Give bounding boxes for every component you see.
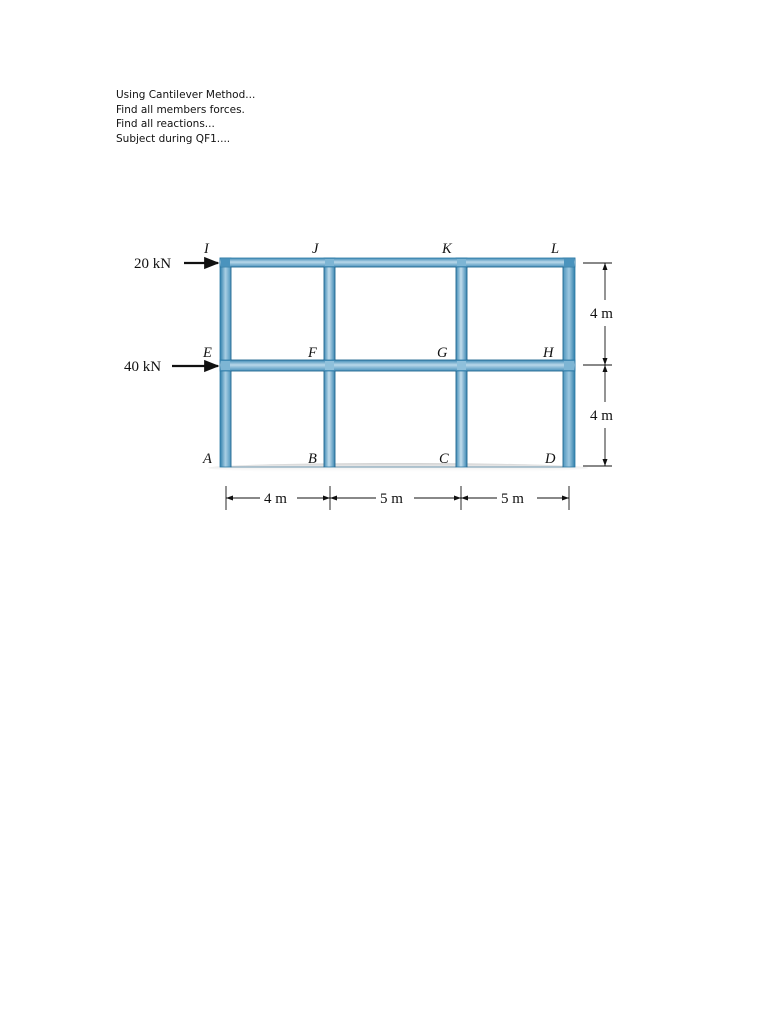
node-label-H: H: [543, 345, 554, 361]
joint-K: [457, 259, 466, 266]
beam-floor-E-H: [220, 360, 575, 371]
dimension-story-bottom: 4 m: [590, 408, 613, 424]
dimension-story-top: 4 m: [590, 306, 613, 322]
joint-I: [221, 259, 230, 266]
note-line-method: Using Cantilever Method...: [116, 89, 256, 101]
joint-H: [564, 361, 574, 370]
dimension-bay-3: 5 m: [501, 491, 524, 507]
dimension-bay-2: 5 m: [380, 491, 403, 507]
node-label-B: B: [308, 451, 317, 467]
node-label-F: F: [308, 345, 317, 361]
note-line-subject: Subject during QF1....: [116, 132, 231, 145]
node-label-A: A: [203, 451, 212, 467]
joint-G: [457, 361, 466, 370]
node-label-I: I: [204, 241, 209, 257]
node-label-K: K: [442, 241, 452, 257]
load-label-top: 20 kN: [134, 256, 172, 272]
node-label-J: J: [312, 241, 319, 257]
vertical-dimension-lines: [583, 263, 612, 466]
joint-J: [325, 259, 334, 266]
ground-shadow: [208, 463, 588, 473]
joint-E: [221, 361, 230, 370]
beam-roof-I-L: [220, 258, 575, 267]
joint-L: [564, 259, 574, 266]
dimension-bay-1: 4 m: [264, 491, 287, 507]
node-label-G: G: [437, 345, 448, 361]
note-line-member-forces: Find all members forces.: [116, 103, 245, 116]
joint-F: [325, 361, 334, 370]
note-line-reactions: Find all reactions...: [116, 118, 215, 131]
node-label-D: D: [545, 451, 556, 467]
node-label-C: C: [439, 451, 449, 467]
node-label-E: E: [203, 345, 212, 361]
node-label-L: L: [551, 241, 560, 257]
load-label-middle: 40 kN: [124, 359, 162, 375]
